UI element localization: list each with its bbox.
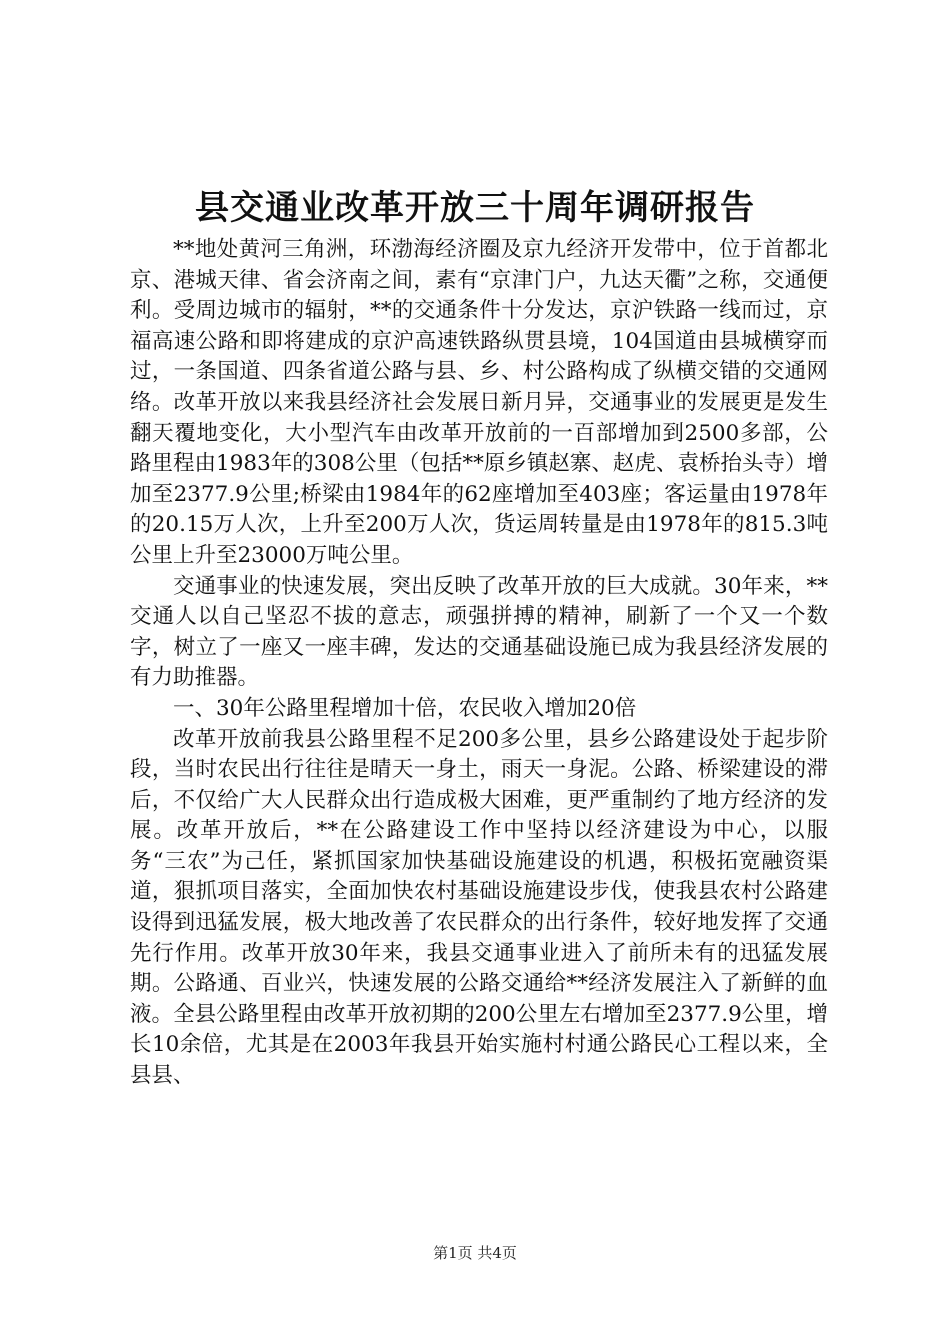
document-body <box>130 235 828 1092</box>
paragraph-road-mileage: 改革开放前我县公路里程不足200多公里，县乡公路建设处于起步阶段，当时农民出行往往是晴天一身土，雨天一身泥。公路、桥梁建设的滞后，不仅给广大人民群众出行造成极大困难，更严重制约了地方经济的发展。改革开放后，**在公路建设工作中坚持以经济建设为中心，以服务“三农”为己任，紧抓国家加快基础设施建设的机遇，积极拓宽融资渠道，狠抓项目落实，全面加快农村基础设施建设步伐，使我县农村公路建设得到迅猛发展，极大地改善了农民群众的出行条件，较好地发挥了交通先行作用。改革开放30年来，我县交通事业进入了前所未有的迅猛发展期。公路通、百业兴，快速发展的公路交通给**经济发展注入了新鲜的血液。全县公路里程由改革开放初期的200公里左右增加至2377.9公里，增长10余倍，尤其是在2003年我县开始实施村村通公路民心工程以来，全县县、 <box>130 726 828 1089</box>
section-heading-1: 一、30年公路里程增加十倍，农民收入增加20倍 <box>173 695 637 721</box>
document-title: 县交通业改革开放三十周年调研报告 <box>195 188 755 228</box>
paragraph-intro: **地处黄河三角洲，环渤海经济圈及京九经济开发带中，位于首都北京、港城天律、省会济南之间，素有“京津门户，九达天衢”之称，交通便利。受周边城市的辐射，**的交通条件十分发达，京沪铁路一线而过，京福高速公路和即将建成的京沪高速铁路纵贯县境，104国道由县城横穿而过，一条国道、四条省道公路与县、乡、村公路构成了纵横交错的交通网络。改革开放以来我县经济社会发展日新月异，交通事业的发展更是发生翻天覆地变化，大小型汽车由改革开放前的一百部增加到2500多部，公路里程由1983年的308公里（包括**原乡镇赵寨、赵虎、袁桥抬头寺）增加至2377.9公里;桥梁由1984年的62座增加至403座；客运量由1978年的20.15万人次，上升至200万人次，货运周转量是由1978年的815.3吨公里上升至23000万吨公里。 <box>130 237 828 568</box>
page-number-footer: 第1页 共4页 <box>433 1244 517 1262</box>
paragraph-achievement: 交通事业的快速发展，突出反映了改革开放的巨大成就。30年来，**交通人以自己坚忍不拔的意志，顽强拼搏的精神，刷新了一个又一个数字，树立了一座又一座丰碑，发达的交通基础设施已成为我县经济发展的有力助推器。 <box>130 573 828 691</box>
